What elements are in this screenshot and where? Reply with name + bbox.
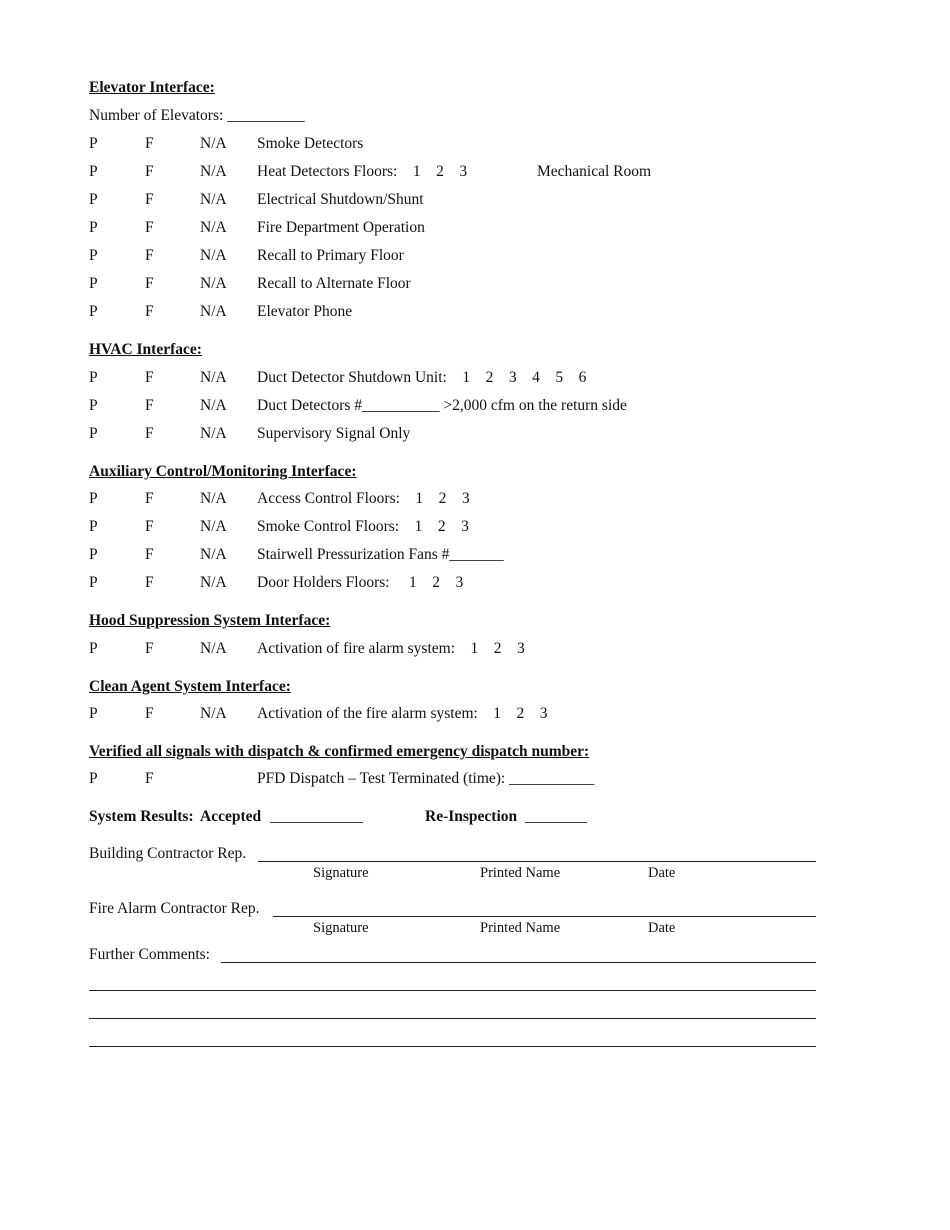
na-option[interactable]: N/A (200, 425, 227, 442)
signature-caption: Signature (313, 920, 369, 936)
comments-line[interactable] (89, 1046, 816, 1047)
item-label: Duct Detectors #__________ >2,000 cfm on the return side (257, 397, 627, 414)
pass-option[interactable]: P (89, 425, 98, 442)
fail-option[interactable]: F (145, 640, 154, 657)
item-label: Smoke Control Floors: 1 2 3 (257, 518, 469, 535)
item-label: Supervisory Signal Only (257, 425, 411, 442)
hood-heading: Hood Suppression System Interface: (89, 612, 331, 629)
hvac-heading: HVAC Interface: (89, 341, 202, 358)
fail-option[interactable]: F (145, 247, 154, 264)
item-label: Recall to Alternate Floor (257, 275, 411, 292)
pass-option[interactable]: P (89, 705, 98, 722)
fire-alarm-contractor-line[interactable] (273, 916, 816, 917)
date-caption: Date (648, 920, 676, 936)
elevator-count-field[interactable]: Number of Elevators: __________ (89, 107, 305, 124)
item-label: Fire Department Operation (257, 219, 425, 236)
na-option[interactable]: N/A (200, 275, 227, 292)
elevator-heading: Elevator Interface: (89, 79, 215, 96)
pass-option[interactable]: P (89, 518, 98, 535)
fail-option[interactable]: F (145, 425, 154, 442)
na-option[interactable]: N/A (200, 369, 227, 386)
mechanical-room-label: Mechanical Room (537, 163, 652, 180)
fire-alarm-contractor-label: Fire Alarm Contractor Rep. (89, 900, 260, 917)
pass-option[interactable]: P (89, 574, 98, 591)
pass-option[interactable]: P (89, 247, 98, 264)
system-results-label: System Results: (89, 808, 194, 825)
accepted-field[interactable]: ____________ (270, 808, 363, 825)
signature-caption: Signature (313, 865, 369, 881)
comments-line[interactable] (89, 1018, 816, 1019)
comments-line[interactable] (221, 962, 816, 963)
na-option[interactable]: N/A (200, 574, 227, 591)
pass-option[interactable]: P (89, 219, 98, 236)
fail-option[interactable]: F (145, 546, 154, 563)
fail-option[interactable]: F (145, 191, 154, 208)
fail-option[interactable]: F (145, 518, 154, 535)
na-option[interactable]: N/A (200, 135, 227, 152)
pass-option[interactable]: P (89, 135, 98, 152)
na-option[interactable]: N/A (200, 163, 227, 180)
pass-option[interactable]: P (89, 490, 98, 507)
pass-option[interactable]: P (89, 640, 98, 657)
fail-option[interactable]: F (145, 397, 154, 414)
na-option[interactable]: N/A (200, 397, 227, 414)
na-option[interactable]: N/A (200, 490, 227, 507)
fail-option[interactable]: F (145, 135, 154, 152)
pass-option[interactable]: P (89, 163, 98, 180)
reinspection-field[interactable]: ________ (525, 808, 587, 825)
item-label: Recall to Primary Floor (257, 247, 404, 264)
pass-option[interactable]: P (89, 303, 98, 320)
accepted-label: Accepted (200, 808, 262, 825)
dispatch-heading: Verified all signals with dispatch & confirmed emergency dispatch number: (89, 743, 590, 760)
pass-option[interactable]: P (89, 546, 98, 563)
item-label: Duct Detector Shutdown Unit: 1 2 3 4 5 6 (257, 369, 587, 386)
building-contractor-line[interactable] (258, 861, 816, 862)
building-contractor-label: Building Contractor Rep. (89, 845, 247, 862)
item-label: Activation of fire alarm system: 1 2 3 (257, 640, 525, 657)
na-option[interactable]: N/A (200, 247, 227, 264)
clean-agent-heading: Clean Agent System Interface: (89, 678, 291, 695)
fail-option[interactable]: F (145, 275, 154, 292)
dispatch-time-field[interactable]: PFD Dispatch – Test Terminated (time): ___________ (257, 770, 595, 787)
item-label: Stairwell Pressurization Fans #_______ (257, 546, 504, 563)
fail-option[interactable]: F (145, 219, 154, 236)
pass-option[interactable]: P (89, 369, 98, 386)
fail-option[interactable]: F (145, 490, 154, 507)
na-option[interactable]: N/A (200, 705, 227, 722)
reinspection-label: Re-Inspection (425, 808, 518, 825)
fail-option[interactable]: F (145, 574, 154, 591)
na-option[interactable]: N/A (200, 303, 227, 320)
item-label: Access Control Floors: 1 2 3 (257, 490, 470, 507)
item-label: Door Holders Floors: 1 2 3 (257, 574, 464, 591)
pass-option[interactable]: P (89, 191, 98, 208)
fail-option[interactable]: F (145, 163, 154, 180)
pass-option[interactable]: P (89, 397, 98, 414)
na-option[interactable]: N/A (200, 546, 227, 563)
fail-option[interactable]: F (145, 303, 154, 320)
pass-option[interactable]: P (89, 275, 98, 292)
fail-option[interactable]: F (145, 770, 154, 787)
printed-name-caption: Printed Name (480, 865, 561, 881)
na-option[interactable]: N/A (200, 640, 227, 657)
item-label: Smoke Detectors (257, 135, 364, 152)
comments-line[interactable] (89, 990, 816, 991)
item-label: Activation of the fire alarm system: 1 2 3 (257, 705, 548, 722)
fail-option[interactable]: F (145, 705, 154, 722)
item-label: Heat Detectors Floors: 1 2 3 (257, 163, 468, 180)
auxiliary-heading: Auxiliary Control/Monitoring Interface: (89, 463, 357, 480)
further-comments-label: Further Comments: (89, 946, 210, 963)
pass-option[interactable]: P (89, 770, 98, 787)
item-label: Elevator Phone (257, 303, 353, 320)
fail-option[interactable]: F (145, 369, 154, 386)
printed-name-caption: Printed Name (480, 920, 561, 936)
date-caption: Date (648, 865, 676, 881)
na-option[interactable]: N/A (200, 219, 227, 236)
na-option[interactable]: N/A (200, 191, 227, 208)
na-option[interactable]: N/A (200, 518, 227, 535)
item-label: Electrical Shutdown/Shunt (257, 191, 424, 208)
